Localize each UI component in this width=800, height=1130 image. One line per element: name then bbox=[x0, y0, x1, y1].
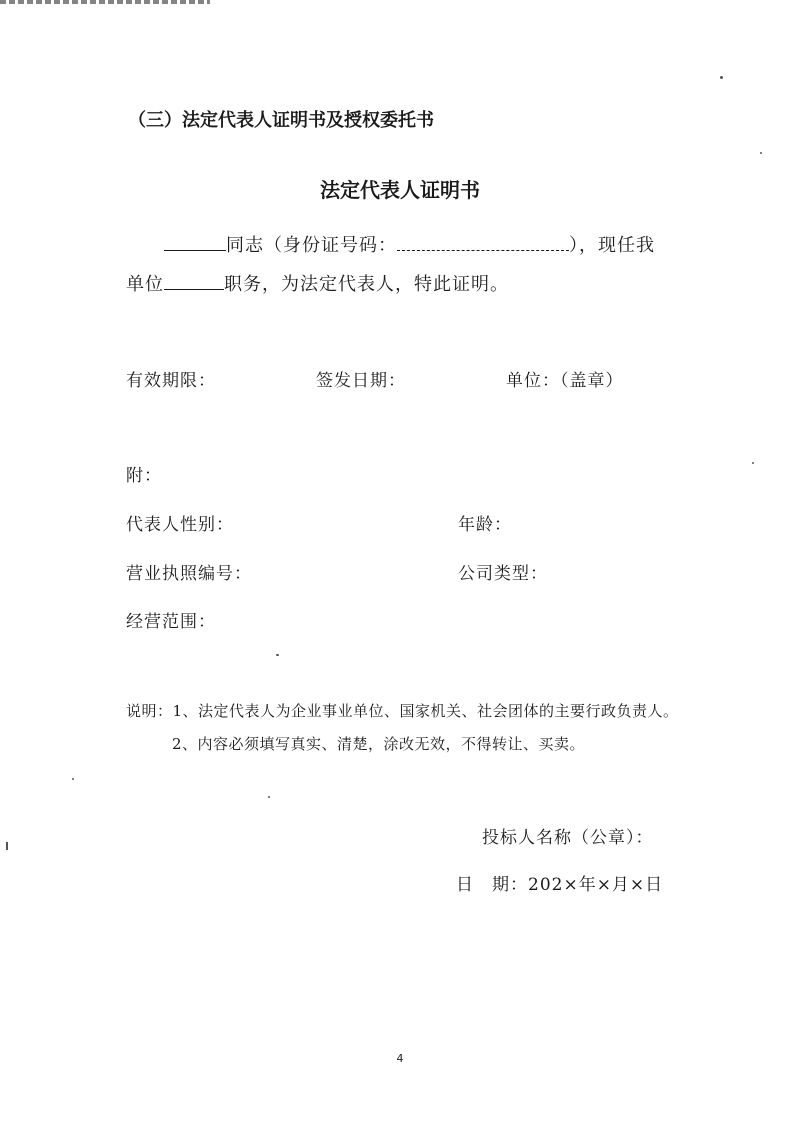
comrade-text: 同志（身份证号码： bbox=[226, 235, 397, 256]
issue-date-label: 签发日期： bbox=[316, 371, 406, 391]
scope-label: 经营范围： bbox=[126, 612, 216, 632]
bidder-name-label: 投标人名称（公章）： bbox=[482, 828, 654, 848]
body-line-1 bbox=[164, 231, 655, 257]
attachment-label: 附： bbox=[126, 466, 162, 486]
name-blank[interactable] bbox=[164, 236, 226, 251]
scan-speck bbox=[752, 462, 754, 464]
scan-speck bbox=[760, 152, 762, 154]
scan-speck bbox=[268, 796, 270, 798]
page-number: 4 bbox=[396, 1052, 404, 1065]
scan-speck bbox=[6, 842, 8, 850]
position-blank[interactable] bbox=[164, 275, 224, 290]
note-2: 2、内容必须填写真实、清楚，涂改无效，不得转让、买卖。 bbox=[172, 735, 586, 753]
license-label: 营业执照编号： bbox=[126, 564, 252, 584]
date-line: 日 期：202×年×月×日 bbox=[456, 875, 664, 895]
note-1: 说明：1、法定代表人为企业事业单位、国家机关、社会团体的主要行政负责人。 bbox=[126, 702, 679, 720]
certify-text: 职务，为法定代表人，特此证明。 bbox=[224, 274, 509, 295]
unit-text: 单位 bbox=[126, 274, 164, 295]
scan-artifact-bar bbox=[0, 0, 210, 4]
validity-label: 有效期限： bbox=[126, 371, 216, 391]
current-post-text: ），现任我 bbox=[569, 235, 655, 256]
unit-seal-label: 单位：（盖章） bbox=[506, 371, 624, 391]
gender-label: 代表人性别： bbox=[126, 515, 234, 535]
body-line-2 bbox=[126, 270, 509, 296]
age-label: 年龄： bbox=[458, 515, 512, 535]
section-title: （三）法定代表人证明书及授权委托书 bbox=[128, 110, 434, 131]
company-type-label: 公司类型： bbox=[458, 564, 548, 584]
scan-speck bbox=[720, 76, 723, 79]
scan-speck bbox=[276, 654, 279, 656]
id-number-blank[interactable] bbox=[397, 236, 569, 251]
document-title: 法定代表人证明书 bbox=[320, 178, 480, 202]
scan-speck bbox=[72, 778, 74, 780]
